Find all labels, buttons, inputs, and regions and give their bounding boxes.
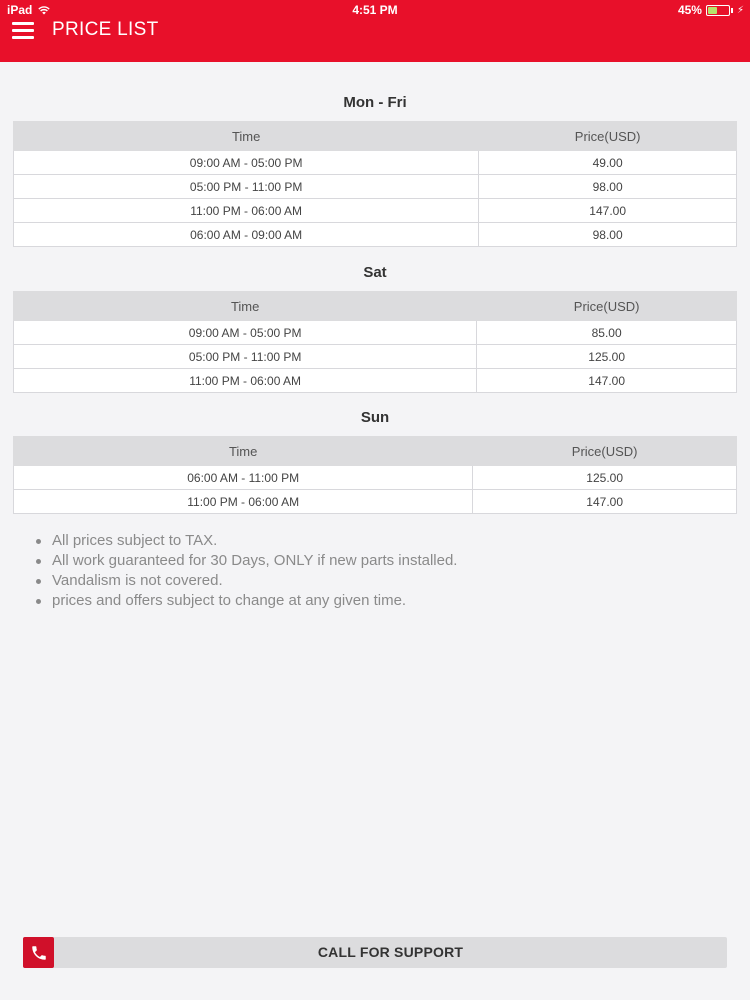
price-cell: 125.00 xyxy=(473,466,737,490)
page-title: PRICE LIST xyxy=(52,19,159,40)
table-row xyxy=(14,175,737,199)
status-bar xyxy=(0,0,750,20)
time-cell: 05:00 PM - 11:00 PM xyxy=(14,175,479,199)
battery-level xyxy=(708,7,717,14)
price-cell: 147.00 xyxy=(473,490,737,514)
app-header xyxy=(0,0,750,62)
column-header-time: Time xyxy=(14,122,479,151)
call-support-label: CALL FOR SUPPORT xyxy=(317,944,464,960)
list-item: All work guaranteed for 30 Days, ONLY if new parts installed. xyxy=(52,551,712,571)
list-item: All prices subject to TAX. xyxy=(52,531,712,551)
table-header-row xyxy=(14,122,737,151)
table-row xyxy=(14,369,737,393)
time-cell: 06:00 AM - 09:00 AM xyxy=(14,223,479,247)
time-cell: 11:00 PM - 06:00 AM xyxy=(14,490,473,514)
time-cell: 05:00 PM - 11:00 PM xyxy=(14,345,477,369)
column-header-time: Time xyxy=(14,437,473,466)
section-title-mon-fri: Mon - Fri xyxy=(343,94,407,111)
table-row xyxy=(14,321,737,345)
section-title-sat: Sat xyxy=(363,264,387,281)
list-item: prices and offers subject to change at any given time. xyxy=(52,591,712,611)
battery-tip xyxy=(731,8,733,13)
time-cell: 11:00 PM - 06:00 AM xyxy=(14,199,479,223)
battery-percent: 45% xyxy=(677,3,702,17)
column-header-time: Time xyxy=(14,292,477,321)
battery-icon xyxy=(706,5,730,16)
device-label: iPad xyxy=(7,3,33,17)
price-table-mon-fri xyxy=(13,121,737,247)
price-cell: 125.00 xyxy=(477,345,737,369)
phone-icon xyxy=(23,937,54,968)
price-cell: 147.00 xyxy=(479,199,737,223)
status-right xyxy=(678,3,744,17)
column-header-price: Price(USD) xyxy=(477,292,737,321)
time-cell: 11:00 PM - 06:00 AM xyxy=(14,369,477,393)
table-row xyxy=(14,199,737,223)
section-title-sun: Sun xyxy=(360,409,390,426)
time-cell: 09:00 AM - 05:00 PM xyxy=(14,321,477,345)
column-header-price: Price(USD) xyxy=(479,122,737,151)
price-table-sun xyxy=(13,436,737,514)
status-time: 4:51 PM xyxy=(352,3,398,17)
table-header-row xyxy=(14,292,737,321)
time-cell: 06:00 AM - 11:00 PM xyxy=(14,466,473,490)
price-cell: 49.00 xyxy=(479,151,737,175)
price-cell: 98.00 xyxy=(479,223,737,247)
table-header-row xyxy=(14,437,737,466)
table-row xyxy=(14,223,737,247)
notes-list xyxy=(52,531,712,611)
table-row xyxy=(14,151,737,175)
list-item: Vandalism is not covered. xyxy=(52,571,712,591)
call-support-button[interactable] xyxy=(23,937,727,968)
menu-icon[interactable] xyxy=(12,21,36,39)
charging-icon: ⚡ xyxy=(736,4,744,16)
price-table-sat xyxy=(13,291,737,393)
table-row xyxy=(14,490,737,514)
table-row xyxy=(14,345,737,369)
time-cell: 09:00 AM - 05:00 PM xyxy=(14,151,479,175)
price-cell: 85.00 xyxy=(477,321,737,345)
price-cell: 98.00 xyxy=(479,175,737,199)
price-cell: 147.00 xyxy=(477,369,737,393)
table-row xyxy=(14,466,737,490)
column-header-price: Price(USD) xyxy=(473,437,737,466)
